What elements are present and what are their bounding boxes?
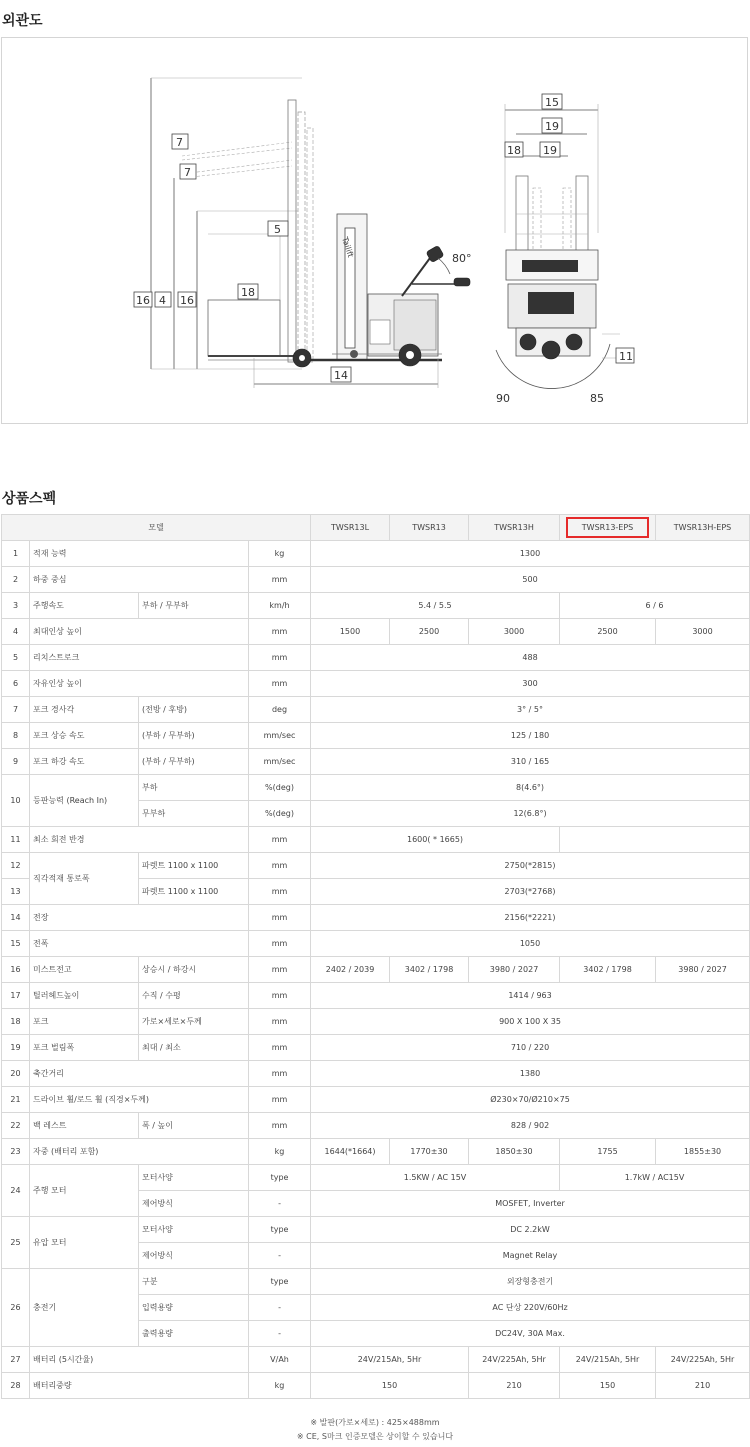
row-value: 24V/225Ah, 5Hr [656,1347,750,1373]
dim-label: 19 [545,120,559,133]
row-item: 포크 경사각 [30,697,139,723]
row-sub: 상승시 / 하강시 [139,957,249,983]
brand-text: Tailift [340,235,356,259]
row-unit: V/Ah [249,1347,311,1373]
row-value: 2402 / 2039 [311,957,390,983]
row-value: 1855±30 [656,1139,750,1165]
row-number: 26 [2,1269,30,1347]
row-unit: mm [249,931,311,957]
row-value: 6 / 6 [560,593,750,619]
header-model-2 [469,515,560,541]
row-number: 10 [2,775,30,827]
dim-label: 11 [619,350,633,363]
row-value: 3402 / 1798 [390,957,469,983]
row-number: 22 [2,1113,30,1139]
row-value: 3980 / 2027 [469,957,560,983]
dim-label: 18 [507,144,521,157]
row-value: 900 X 100 X 35 [311,1009,750,1035]
row-unit: kg [249,1139,311,1165]
row-value: 2500 [560,619,656,645]
header-model-name: TWSR13H [494,523,534,532]
row-unit: - [249,1243,311,1269]
table-row [2,983,750,1009]
row-item: 최소 회전 반경 [30,827,249,853]
row-unit: deg [249,697,311,723]
row-sub: 구분 [139,1269,249,1295]
row-number: 8 [2,723,30,749]
spec-table-body [2,515,750,1399]
forklift-drawing-svg [2,38,749,425]
row-number: 13 [2,879,30,905]
row-item: 자중 (배터리 포함) [30,1139,249,1165]
row-number: 23 [2,1139,30,1165]
row-unit: - [249,1321,311,1347]
row-unit: mm [249,1035,311,1061]
row-unit: - [249,1295,311,1321]
row-value: 1500 [311,619,390,645]
dim-label: 5 [274,223,281,236]
row-value: 2750(*2815) [311,853,750,879]
exterior-section-title: 외관도 [2,13,43,29]
row-value: 1414 / 963 [311,983,750,1009]
row-unit: type [249,1217,311,1243]
spec-table [1,514,750,1399]
row-unit: mm [249,671,311,697]
table-row [2,1269,750,1295]
table-row [2,697,750,723]
dim-label: 15 [545,96,559,109]
row-item: 적재 능력 [30,541,249,567]
table-row [2,1165,750,1191]
row-value: 2703(*2768) [311,879,750,905]
dim-label: 16 [180,294,194,307]
row-sub: 부하 [139,775,249,801]
row-value: 1600( * 1665) [311,827,560,853]
row-value: 2500 [390,619,469,645]
row-value: Magnet Relay [311,1243,750,1269]
header-model-name: TWSR13H-EPS [673,523,732,532]
row-item: 등판능력 (Reach In) [30,775,139,827]
table-row [2,1009,750,1035]
row-value: 150 [560,1373,656,1399]
footnote-mat: ※ 발판(가로×세로) : 425×488mm [310,1418,440,1427]
row-value: 24V/225Ah, 5Hr [469,1347,560,1373]
row-value: AC 단상 220V/60Hz [311,1295,750,1321]
row-value: MOSFET, Inverter [311,1191,750,1217]
row-number: 5 [2,645,30,671]
row-sub: 파렛트 1100 x 1100 [139,879,249,905]
row-sub: 모터사양 [139,1165,249,1191]
dim-label: 14 [334,369,348,382]
row-item: 미스트전고 [30,957,139,983]
table-row [2,931,750,957]
row-value: 2156(*2221) [311,905,750,931]
side-view [151,78,470,388]
row-number: 24 [2,1165,30,1217]
dim-label: 19 [543,144,557,157]
row-unit: type [249,1269,311,1295]
row-unit: kg [249,541,311,567]
row-number: 6 [2,671,30,697]
table-row [2,723,750,749]
row-value: 1644(*1664) [311,1139,390,1165]
row-unit: mm [249,1113,311,1139]
row-unit: mm [249,853,311,879]
row-value: 1755 [560,1139,656,1165]
row-item: 포크 상승 속도 [30,723,139,749]
row-sub: 파렛트 1100 x 1100 [139,853,249,879]
row-value [560,827,750,853]
dim-label: 7 [176,136,183,149]
table-row [2,905,750,931]
row-item: 전장 [30,905,249,931]
row-value: 3000 [656,619,750,645]
row-unit: mm [249,1009,311,1035]
row-value: DC 2.2kW [311,1217,750,1243]
table-row [2,567,750,593]
row-item: 포크 [30,1009,139,1035]
dim-label: 80° [452,252,472,265]
row-value: 828 / 902 [311,1113,750,1139]
table-row [2,1035,750,1061]
row-sub: 제어방식 [139,1243,249,1269]
table-row [2,1139,750,1165]
row-unit: kg [249,1373,311,1399]
row-sub: 무부하 [139,801,249,827]
dim-label: 16 [136,294,150,307]
row-number: 19 [2,1035,30,1061]
row-value: 210 [469,1373,560,1399]
row-value: 24V/215Ah, 5Hr [560,1347,656,1373]
row-unit: mm [249,957,311,983]
row-value: 488 [311,645,750,671]
row-value: 710 / 220 [311,1035,750,1061]
row-item: 리치스트로크 [30,645,249,671]
row-unit: mm/sec [249,749,311,775]
row-unit: mm [249,1061,311,1087]
row-number: 21 [2,1087,30,1113]
table-row [2,853,750,879]
row-unit: mm/sec [249,723,311,749]
table-row [2,1373,750,1399]
table-row [2,1347,750,1373]
row-sub: (부하 / 무부하) [139,749,249,775]
row-unit: mm [249,983,311,1009]
row-sub: (전방 / 후방) [139,697,249,723]
header-model-name: TWSR13L [330,523,370,532]
row-value: 1850±30 [469,1139,560,1165]
row-value: 125 / 180 [311,723,750,749]
row-value: 3° / 5° [311,697,750,723]
row-number: 9 [2,749,30,775]
row-value: 8(4.6°) [311,775,750,801]
header-model-1 [390,515,469,541]
row-value: 150 [311,1373,469,1399]
dimension-labels [134,94,634,405]
row-value: 5.4 / 5.5 [311,593,560,619]
row-unit: %(deg) [249,775,311,801]
header-model-4 [656,515,750,541]
row-sub: 모터사양 [139,1217,249,1243]
row-value: 1770±30 [390,1139,469,1165]
row-unit: mm [249,567,311,593]
row-item: 드라이브 휠/로드 휠 (직경×두께) [30,1087,249,1113]
row-item: 주행 모터 [30,1165,139,1217]
row-unit: %(deg) [249,801,311,827]
row-number: 4 [2,619,30,645]
row-value: DC24V, 30A Max. [311,1321,750,1347]
row-unit: mm [249,827,311,853]
header-model-name: TWSR13 [412,523,446,532]
row-value: 300 [311,671,750,697]
table-row [2,1087,750,1113]
row-unit: mm [249,645,311,671]
row-unit: mm [249,879,311,905]
dim-label: 4 [159,294,166,307]
dim-label: 90 [496,392,510,405]
row-number: 11 [2,827,30,853]
row-item: 틸러헤드높이 [30,983,139,1009]
header-model-label: 모델 [2,515,311,541]
header-model-highlighted: TWSR13-EPS [566,517,649,538]
row-number: 3 [2,593,30,619]
row-sub: 부하 / 무부하 [139,593,249,619]
table-row [2,1061,750,1087]
dim-label: 85 [590,392,604,405]
exterior-drawing [1,37,748,424]
table-row [2,541,750,567]
row-item: 배터리중량 [30,1373,249,1399]
row-unit: type [249,1165,311,1191]
row-sub: 제어방식 [139,1191,249,1217]
row-value: 1.5KW / AC 15V [311,1165,560,1191]
row-item: 주행속도 [30,593,139,619]
table-row [2,775,750,801]
table-row [2,619,750,645]
row-item: 유압 모터 [30,1217,139,1269]
table-header-row [2,515,750,541]
row-sub: 최대 / 최소 [139,1035,249,1061]
row-number: 28 [2,1373,30,1399]
row-number: 18 [2,1009,30,1035]
row-number: 20 [2,1061,30,1087]
row-value: 12(6.8°) [311,801,750,827]
row-item: 직각적재 통로폭 [30,853,139,905]
row-item: 충전기 [30,1269,139,1347]
footnote-ce: ※ CE, S마크 인증모델은 상이할 수 있습니다 [296,1432,454,1441]
row-number: 2 [2,567,30,593]
table-row [2,645,750,671]
row-unit: mm [249,905,311,931]
row-number: 25 [2,1217,30,1269]
row-item: 포크 벌림폭 [30,1035,139,1061]
row-number: 14 [2,905,30,931]
row-number: 12 [2,853,30,879]
table-row [2,749,750,775]
table-row [2,593,750,619]
header-model-3 [560,515,656,541]
table-row [2,1217,750,1243]
row-value: 1050 [311,931,750,957]
row-sub: 가로×세로×두께 [139,1009,249,1035]
row-item: 백 레스트 [30,1113,139,1139]
table-row [2,671,750,697]
spec-section-title: 상품스펙 [2,491,57,507]
row-unit: km/h [249,593,311,619]
row-item: 배터리 (5시간율) [30,1347,249,1373]
table-row [2,1113,750,1139]
row-sub: 입력용량 [139,1295,249,1321]
row-number: 16 [2,957,30,983]
row-value: 310 / 165 [311,749,750,775]
row-value: 210 [656,1373,750,1399]
row-value: 1300 [311,541,750,567]
row-item: 축간거리 [30,1061,249,1087]
row-value: Ø230×70/Ø210×75 [311,1087,750,1113]
row-item: 하중 중심 [30,567,249,593]
row-number: 7 [2,697,30,723]
row-value: 1380 [311,1061,750,1087]
row-sub: 출력용량 [139,1321,249,1347]
dim-label: 7 [184,166,191,179]
table-row [2,827,750,853]
row-number: 15 [2,931,30,957]
row-unit: mm [249,1087,311,1113]
row-sub: 수직 / 수평 [139,983,249,1009]
row-value: 1.7kW / AC15V [560,1165,750,1191]
table-row [2,957,750,983]
row-item: 포크 하강 속도 [30,749,139,775]
dim-label: 18 [241,286,255,299]
row-sub: 폭 / 높이 [139,1113,249,1139]
row-item: 전폭 [30,931,249,957]
row-item: 자유인상 높이 [30,671,249,697]
row-number: 17 [2,983,30,1009]
row-number: 1 [2,541,30,567]
row-item: 최대인상 높이 [30,619,249,645]
row-value: 3402 / 1798 [560,957,656,983]
row-unit: mm [249,619,311,645]
row-value: 외장형충전기 [311,1269,750,1295]
row-number: 27 [2,1347,30,1373]
header-model-0 [311,515,390,541]
row-value: 3000 [469,619,560,645]
row-value: 24V/215Ah, 5Hr [311,1347,469,1373]
row-value: 3980 / 2027 [656,957,750,983]
row-unit: - [249,1191,311,1217]
row-sub: (부하 / 무부하) [139,723,249,749]
row-value: 500 [311,567,750,593]
